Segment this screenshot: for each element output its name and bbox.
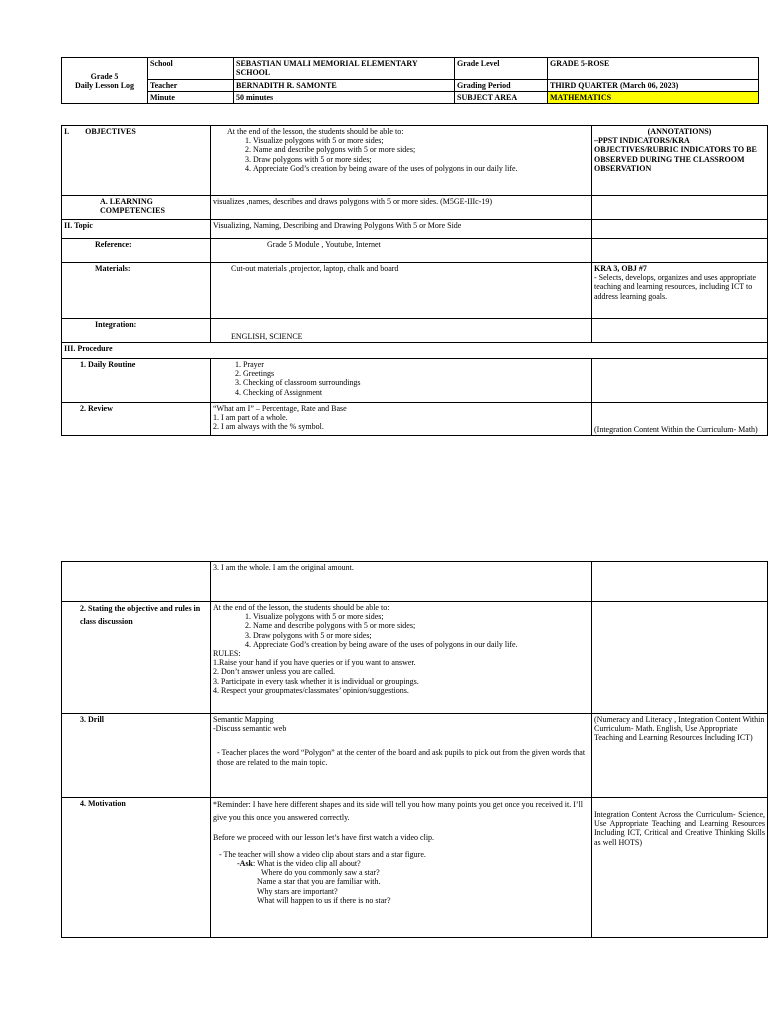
minute-value: 50 minutes bbox=[234, 92, 455, 104]
objectives-row bbox=[62, 126, 768, 196]
objectives-content bbox=[211, 126, 592, 196]
motivation-video: - The teacher will show a video clip about stars and a star figure. bbox=[219, 849, 426, 859]
list-item: 4. Appreciate God’s creation by being aware of the uses of polygons in our daily life. bbox=[253, 164, 589, 173]
reference-row bbox=[62, 239, 768, 263]
objectives-label: I. OBJECTIVES bbox=[62, 126, 211, 196]
drill-row bbox=[62, 714, 768, 798]
drill-annotation: (Numeracy and Literacy , Integration Content Within Curriculum- Math. English, Use Appropriate Teaching and Learning Resources Including ICT) bbox=[592, 714, 768, 798]
rule-item: 3. Participate in every task whether it is individual or groupings. bbox=[213, 676, 419, 686]
daily-routine-row bbox=[62, 359, 768, 403]
review-row bbox=[62, 403, 768, 436]
motivation-question: Where do you commonly saw a star? bbox=[261, 868, 380, 878]
drill-title: Semantic Mapping bbox=[213, 715, 274, 724]
motivation-question: Why stars are important? bbox=[257, 886, 338, 896]
minute-label: Minute bbox=[148, 92, 234, 104]
list-item: 3. Checking of classroom surroundings bbox=[243, 378, 589, 387]
drill-label: 3. Drill bbox=[62, 714, 211, 798]
materials-row bbox=[62, 263, 768, 319]
empty-cell bbox=[592, 359, 768, 403]
review-continued-row bbox=[62, 562, 768, 602]
lesson-table-page2 bbox=[61, 561, 768, 938]
review-label: 2. Review bbox=[62, 403, 211, 436]
list-item: 1. Prayer bbox=[243, 360, 589, 369]
grading-period-label: Grading Period bbox=[455, 80, 548, 92]
motivation-question: Name a star that you are familiar with. bbox=[257, 877, 381, 887]
empty-cell bbox=[592, 220, 768, 239]
drill-body: - Teacher places the word “Polygon” at the center of the board and ask pupils to pick out from the given words that those are related to the main topic. bbox=[217, 748, 586, 767]
motivation-question: What will happen to us if there is no star? bbox=[257, 895, 391, 905]
review-line: 1. I am part of a whole. bbox=[213, 413, 288, 423]
list-item: 4. Checking of Assignment bbox=[243, 388, 589, 397]
annotations-title: (ANNOTATIONS) bbox=[647, 127, 712, 136]
school-value: SEBASTIAN UMALI MEMORIAL ELEMENTARY SCHOOL bbox=[234, 58, 455, 80]
rule-item: 2. Don’t answer unless you are called. bbox=[213, 667, 336, 677]
subject-area-label: SUBJECT AREA bbox=[455, 92, 548, 104]
empty-cell bbox=[592, 196, 768, 220]
stating-objective-content bbox=[211, 602, 592, 714]
daily-routine-content bbox=[211, 359, 592, 403]
school-label: School bbox=[148, 58, 234, 80]
procedure-label: III. Procedure bbox=[62, 343, 768, 359]
lesson-table-page1 bbox=[61, 125, 768, 436]
topic-value: Visualizing, Naming, Describing and Drawing Polygons With 5 or More Side bbox=[211, 220, 592, 239]
motivation-label: 4. Motivation bbox=[62, 798, 211, 938]
review-continued: 3. I am the whole. I am the original amount. bbox=[211, 562, 592, 602]
motivation-annotation: Integration Content Across the Curriculum- Science, Use Appropriate Teaching and Learning Resources Including ICT, Critical and Creative Thinking Skills as well HOTS) bbox=[592, 798, 768, 938]
motivation-reminder: *Reminder: I have here different shapes and its side will tell you how many points you get once you received it. I’ll give you this once you answered correctly. bbox=[213, 800, 583, 822]
empty-cell bbox=[592, 602, 768, 714]
stating-intro: At the end of the lesson, the students should be able to: bbox=[213, 603, 390, 612]
list-item: 1. Visualize polygons with 5 or more sides; bbox=[253, 612, 589, 621]
daily-routine-list bbox=[213, 360, 589, 397]
materials-value: Cut-out materials ,projector, laptop, chalk and board bbox=[211, 263, 592, 319]
daily-lesson-log-label: Daily Lesson Log bbox=[74, 80, 135, 90]
topic-label: II. Topic bbox=[62, 220, 211, 239]
review-line: 2. I am always with the % symbol. bbox=[213, 422, 324, 432]
drill-subtitle: -Discuss semantic web bbox=[213, 724, 287, 734]
integration-value: ENGLISH, SCIENCE bbox=[211, 319, 592, 343]
teacher-value: BERNADITH R. SAMONTE bbox=[234, 80, 455, 92]
materials-label: Materials: bbox=[62, 263, 211, 319]
review-line: “What am I” – Percentage, Rate and Base bbox=[213, 404, 347, 413]
annotations-body: –PPST INDICATORS/KRA OBJECTIVES/RUBRIC INDICATORS TO BE OBSERVED DURING THE CLASSROOM OBSERVATION bbox=[594, 136, 757, 173]
list-item: 1. Visualize polygons with 5 or more sides; bbox=[253, 136, 589, 145]
learning-competencies-label: A. LEARNING COMPETENCIES bbox=[62, 196, 211, 220]
topic-row bbox=[62, 220, 768, 239]
grade-level-label: Grade Level bbox=[455, 58, 548, 80]
objectives-list bbox=[213, 136, 589, 173]
list-item: 3. Draw polygons with 5 or more sides; bbox=[253, 155, 589, 164]
stating-objectives-list bbox=[213, 612, 589, 649]
motivation-row bbox=[62, 798, 768, 938]
list-item: 3. Draw polygons with 5 or more sides; bbox=[253, 631, 589, 640]
ask-question: : What is the video clip all about? bbox=[253, 858, 361, 868]
grade-label: Grade 5 bbox=[90, 71, 119, 81]
grading-period-value: THIRD QUARTER (March 06, 2023) bbox=[548, 80, 759, 92]
rule-item: 1.Raise your hand if you have queries or if you want to answer. bbox=[213, 658, 416, 668]
objectives-annotation bbox=[592, 126, 768, 196]
learning-competencies-row bbox=[62, 196, 768, 220]
motivation-content bbox=[211, 798, 592, 938]
rule-item: 4. Respect your groupmates/classmates’ opinion/suggestions. bbox=[213, 685, 409, 695]
review-annotation: (Integration Content Within the Curriculum- Math) bbox=[592, 403, 768, 436]
reference-value: Grade 5 Module , Youtube, Internet bbox=[211, 239, 592, 263]
daily-routine-label: 1. Daily Routine bbox=[62, 359, 211, 403]
review-content bbox=[211, 403, 592, 436]
materials-annotation bbox=[592, 263, 768, 319]
empty-cell bbox=[592, 562, 768, 602]
teacher-label: Teacher bbox=[148, 80, 234, 92]
grade-cell bbox=[62, 58, 148, 104]
stating-objective-label: 2. Stating the objective and rules in class discussion bbox=[62, 602, 211, 714]
empty-cell bbox=[62, 562, 211, 602]
motivation-intro: Before we proceed with our lesson let’s have first watch a video clip. bbox=[213, 832, 435, 842]
objectives-intro: At the end of the lesson, the students should be able to: bbox=[227, 127, 404, 136]
list-item: 4. Appreciate God’s creation by being aware of the uses of polygons in our daily life. bbox=[253, 640, 589, 649]
drill-content bbox=[211, 714, 592, 798]
list-item: 2. Greetings bbox=[243, 369, 589, 378]
header-table bbox=[61, 57, 759, 104]
empty-cell bbox=[592, 319, 768, 343]
empty-cell bbox=[592, 239, 768, 263]
procedure-row bbox=[62, 343, 768, 359]
stating-objective-row bbox=[62, 602, 768, 714]
reference-label: Reference: bbox=[62, 239, 211, 263]
list-item: 2. Name and describe polygons with 5 or more sides; bbox=[253, 621, 589, 630]
list-item: 2. Name and describe polygons with 5 or more sides; bbox=[253, 145, 589, 154]
learning-competencies-value: visualizes ,names, describes and draws polygons with 5 or more sides. (M5GE-IIIc-19) bbox=[211, 196, 592, 220]
integration-label: Integration: bbox=[62, 319, 211, 343]
kra-label: KRA 3, OBJ #7 bbox=[594, 264, 647, 273]
motivation-ask bbox=[213, 859, 589, 868]
ask-label: -Ask bbox=[237, 858, 254, 868]
subject-area-value: MATHEMATICS bbox=[548, 92, 759, 104]
integration-row bbox=[62, 319, 768, 343]
grade-level-value: GRADE 5-ROSE bbox=[548, 58, 759, 80]
rules-title: RULES: bbox=[213, 648, 241, 658]
kra-description: - Selects, develops, organizes and uses appropriate teaching and learning resources, including ICT to address learning goals. bbox=[594, 273, 757, 301]
